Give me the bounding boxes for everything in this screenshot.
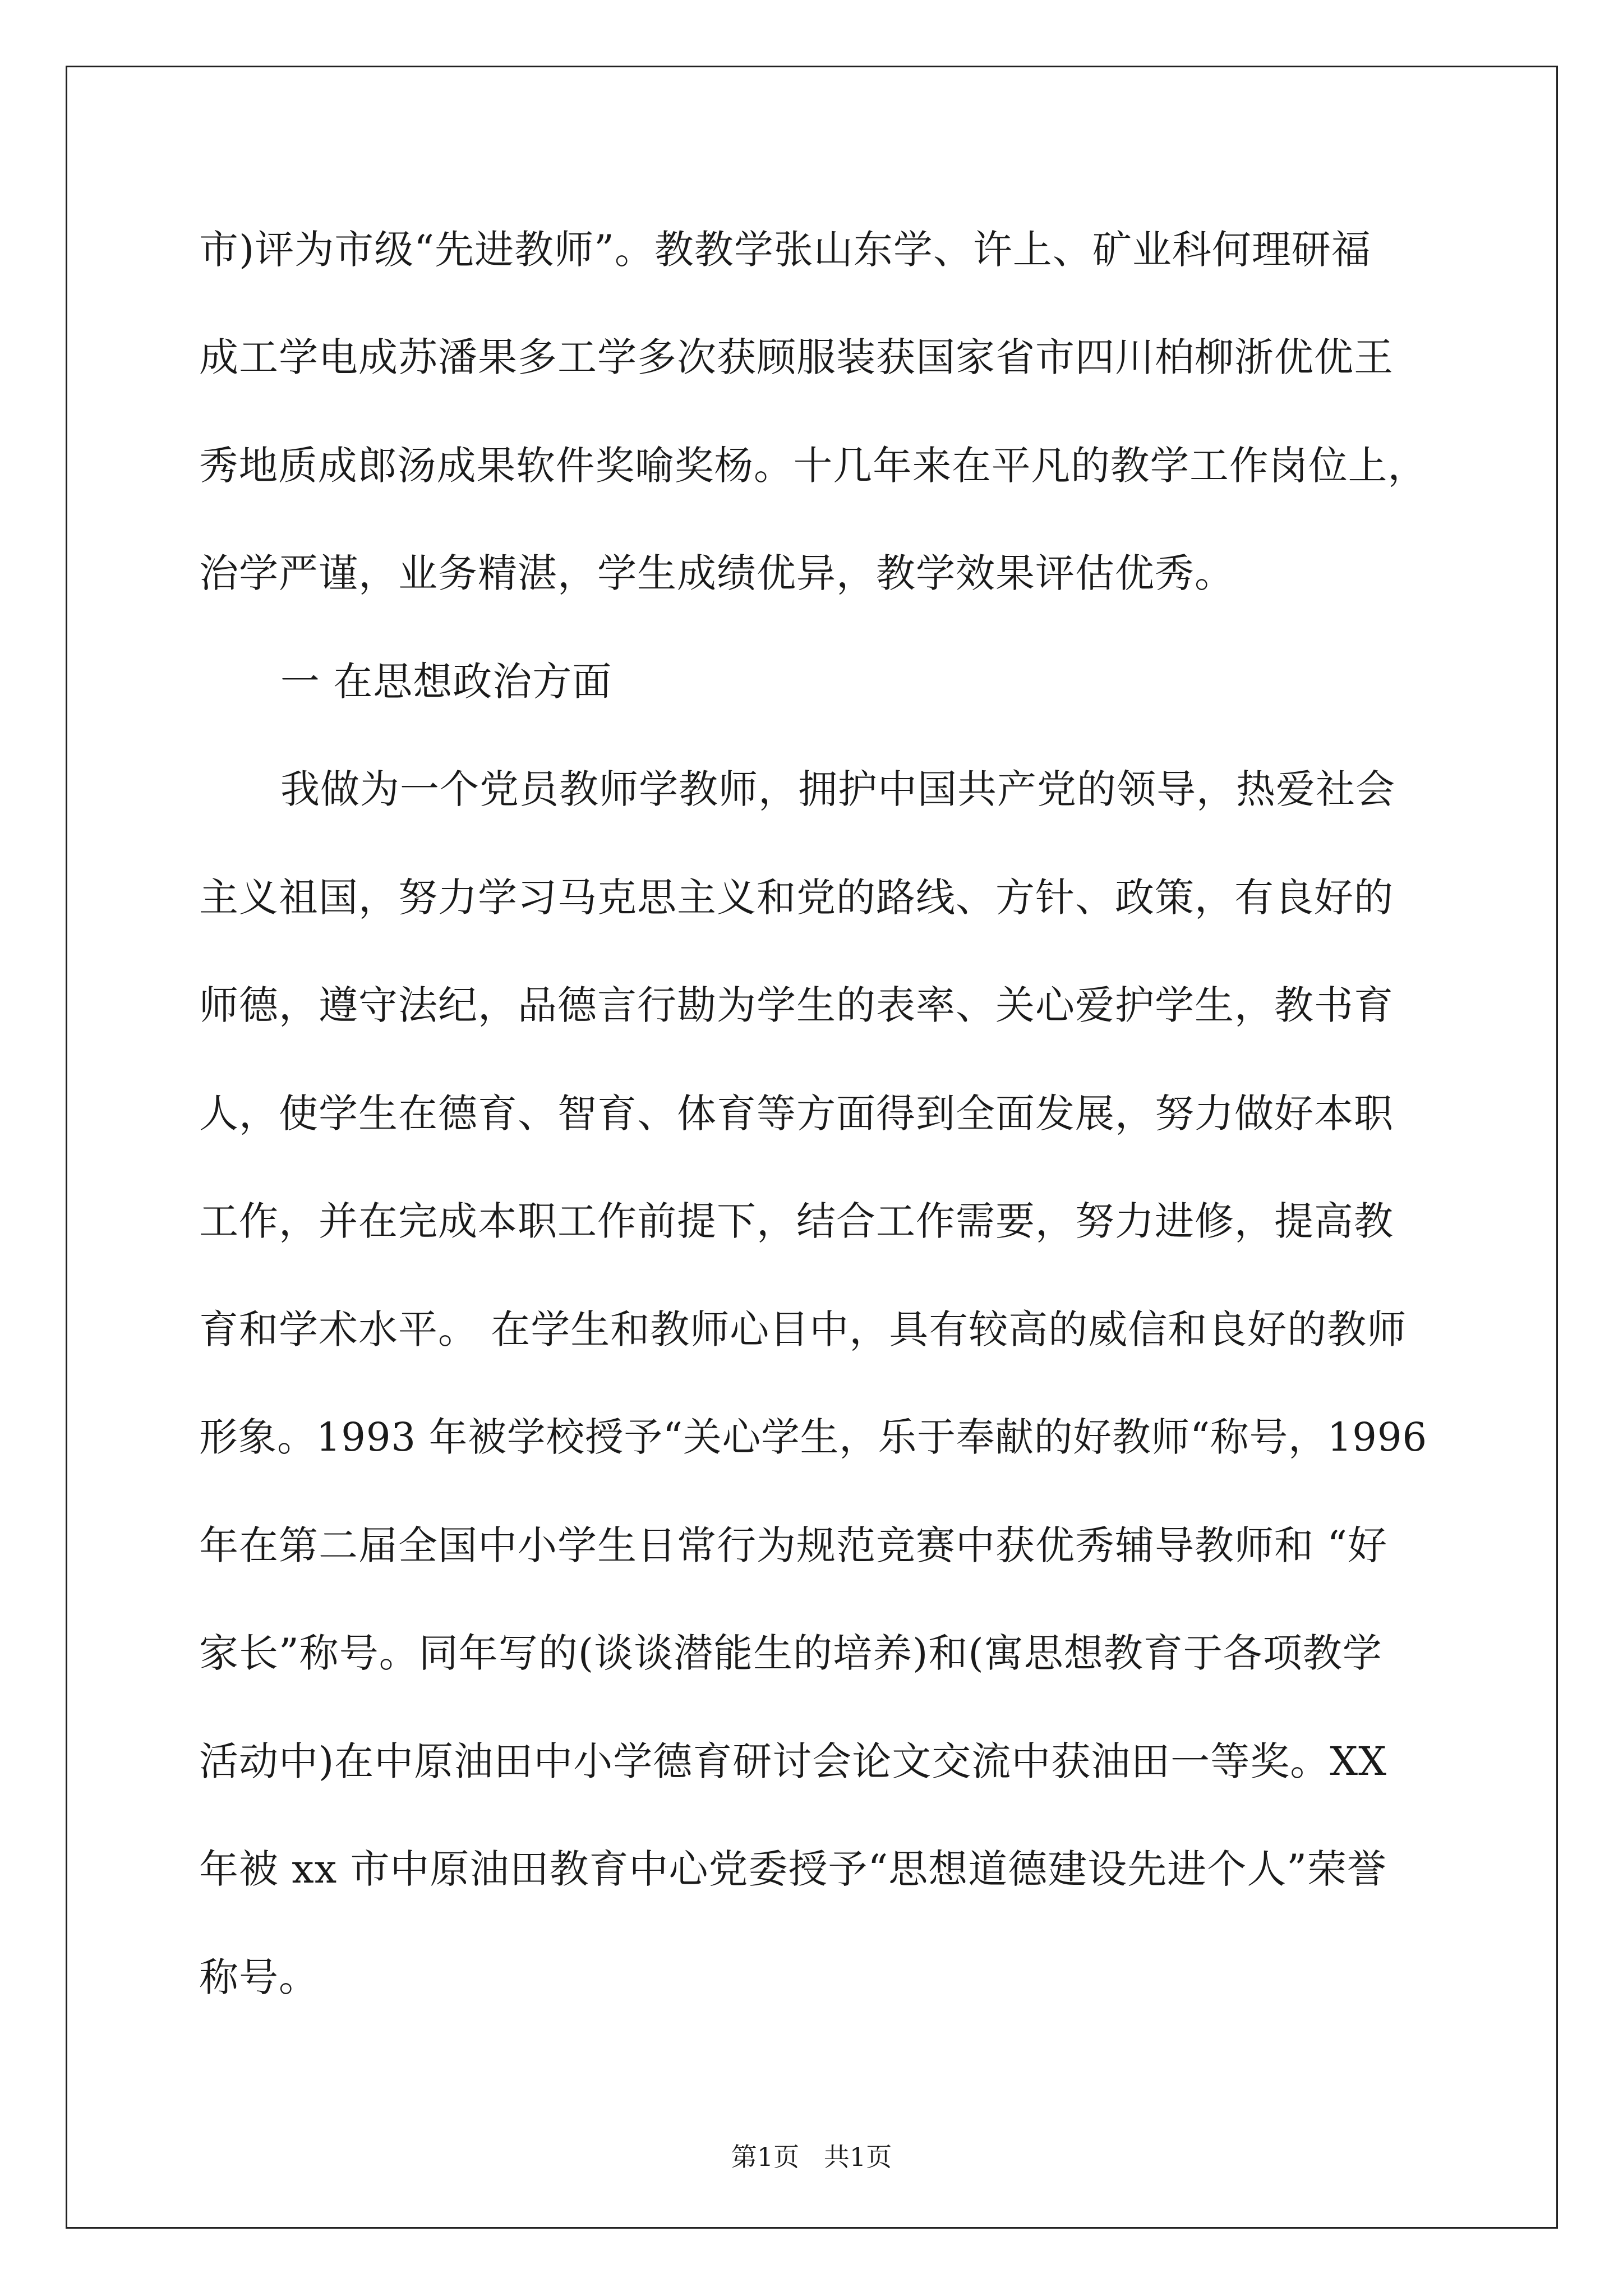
text-line: 人，使学生在德育、智育、体育等方面得到全面发展，努力做好本职 xyxy=(199,1091,1394,1137)
section-heading: 一 在思想政治方面 xyxy=(280,659,612,705)
text-line: 师德，遵守法纪，品德言行勘为学生的表率、关心爱护学生，教书育 xyxy=(199,982,1394,1028)
text-line: 年在第二届全国中小学生日常行为规范竞赛中获优秀辅导教师和 “好 xyxy=(199,1522,1388,1568)
text-line: 家长”称号。同年写的(谈谈潜能生的培养)和(寓思想教育于各项教学 xyxy=(199,1630,1382,1676)
text-line: 年被 xx 市中原油田教育中心党委授予“思想道德建设先进个人”荣誉 xyxy=(199,1846,1387,1892)
text-line: 我做为一个党员教师学教师，拥护中国共产党的领导，热爱社会 xyxy=(280,766,1395,812)
text-line: 主义祖国，努力学习马克思主义和党的路线、方针、政策，有良好的 xyxy=(199,875,1394,921)
text-line: 秀地质成郎汤成果软件奖喻奖杨。十几年来在平凡的教学工作岗位上， xyxy=(199,443,1427,489)
text-line: 治学严谨，业务精湛，学生成绩优异，教学效果评估优秀。 xyxy=(199,550,1234,596)
page-number: 第1页 共1页 xyxy=(731,2142,892,2172)
text-line: 称号。 xyxy=(199,1954,319,2000)
text-line: 育和学术水平。 在学生和教师心目中，具有较高的威信和良好的教师 xyxy=(199,1306,1407,1352)
page-border xyxy=(66,66,1558,2229)
text-line: 市)评为市级“先进教师”。教教学张山东学、许上、矿业科何理研福 xyxy=(199,227,1371,273)
text-line: 形象。1993 年被学校授予“关心学生，乐于奉献的好教师“称号，1996 xyxy=(199,1414,1428,1460)
text-line: 工作，并在完成本职工作前提下，结合工作需要，努力进修，提高教 xyxy=(199,1198,1394,1244)
text-line: 成工学电成苏潘果多工学多次获顾服装获国家省市四川柏柳浙优优王 xyxy=(199,334,1394,380)
text-line: 活动中)在中原油田中小学德育研讨会论文交流中获油田一等奖。XX xyxy=(199,1738,1387,1784)
